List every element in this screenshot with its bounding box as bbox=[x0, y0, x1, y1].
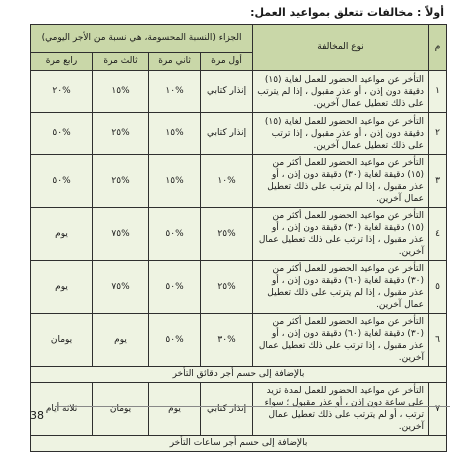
row-number: ٧ bbox=[429, 383, 447, 436]
row-number: ٤ bbox=[429, 208, 447, 261]
penalty-first: %٢٥ bbox=[201, 261, 253, 314]
table-row bbox=[31, 383, 447, 436]
footer-divider bbox=[55, 406, 450, 407]
penalty-fourth: يوم bbox=[31, 208, 93, 261]
header-fourth-time: رابع مرة bbox=[31, 53, 93, 71]
header-first-time: أول مرة bbox=[201, 53, 253, 71]
violation-description: التأخر عن مواعيد الحضور للعمل لغاية (١٥) دقيقة دون إذن ، أو عذر مقبول ، إذا لم يترتب على ذلك تعطيل عمال آخرين. bbox=[253, 71, 429, 113]
penalty-first: إنذار كتابي bbox=[201, 113, 253, 155]
header-violation-type: نوع المخالفة bbox=[253, 25, 429, 71]
header-penalty-group: الجزاء (النسبة المحسومة، هي نسبة من الأجر اليومي) bbox=[31, 25, 253, 53]
page-number: 38 bbox=[30, 409, 44, 422]
penalties-table bbox=[30, 24, 447, 452]
penalty-fourth: %٢٠ bbox=[31, 71, 93, 113]
violation-description: التأخر عن مواعيد الحضور للعمل أكثر من (١٥) دقيقة لغاية (٣٠) دقيقة دون إذن ، أو عذر مقبول ، إذا ترتب على ذلك تعطيل عمال آخرين. bbox=[253, 208, 429, 261]
violation-description: التأخر عن مواعيد الحضور للعمل أكثر من (٣٠) دقيقة لغاية (٦٠) دقيقة دون إذن ، أو عذر مقبول ، إذا ترتب على ذلك تعطيل عمال آخرين. bbox=[253, 314, 429, 367]
penalty-fourth: يومان bbox=[31, 314, 93, 367]
table-row bbox=[31, 261, 447, 314]
penalty-second: %٥٠ bbox=[149, 314, 201, 367]
penalty-second: %٥٠ bbox=[149, 261, 201, 314]
violation-description: التأخر عن مواعيد الحضور للعمل أكثر من (١٥) دقيقة لغاية (٣٠) دقيقة دون إذن ، أو عذر مقبول ، إذا لم يترتب على ذلك تعطيل عمال آخرين. bbox=[253, 155, 429, 208]
header-second-time: ثاني مرة bbox=[149, 53, 201, 71]
note-late-hours: بالإضافة إلى حسم أجر ساعات التأخر bbox=[31, 436, 447, 452]
penalty-fourth: ثلاثة أيام bbox=[31, 383, 93, 436]
penalty-third: يوم bbox=[93, 314, 149, 367]
table-row bbox=[31, 155, 447, 208]
penalty-second: %٥٠ bbox=[149, 208, 201, 261]
penalty-second: %١٥ bbox=[149, 113, 201, 155]
penalty-third: %٧٥ bbox=[93, 208, 149, 261]
penalty-third: %٧٥ bbox=[93, 261, 149, 314]
penalty-first: إنذار كتابي bbox=[201, 383, 253, 436]
penalty-fourth: يوم bbox=[31, 261, 93, 314]
header-third-time: ثالث مرة bbox=[93, 53, 149, 71]
penalty-first: %٣٠ bbox=[201, 314, 253, 367]
penalty-third: %١٥ bbox=[93, 71, 149, 113]
table-row bbox=[31, 71, 447, 113]
row-number: ٥ bbox=[429, 261, 447, 314]
penalty-first: %٢٥ bbox=[201, 208, 253, 261]
penalty-fourth: %٥٠ bbox=[31, 113, 93, 155]
row-number: ٦ bbox=[429, 314, 447, 367]
penalty-second: %١٠ bbox=[149, 71, 201, 113]
violation-description: التأخر عن مواعيد الحضور للعمل لمدة تزيد على ساعة دون إذن ، أو عذر مقبول ؛ سواء ترتب ، أو لم يترتب على ذلك تعطيل عمال آخرين. bbox=[253, 383, 429, 436]
penalty-second: %١٥ bbox=[149, 155, 201, 208]
penalty-first: إنذار كتابي bbox=[201, 71, 253, 113]
header-num: م bbox=[429, 25, 447, 71]
penalty-third: %٢٥ bbox=[93, 113, 149, 155]
violation-description: التأخر عن مواعيد الحضور للعمل لغاية (١٥) دقيقة دون إذن ، أو عذر مقبول ، إذا ترتب على ذلك تعطيل عمال آخرين. bbox=[253, 113, 429, 155]
row-number: ١ bbox=[429, 71, 447, 113]
penalty-fourth: %٥٠ bbox=[31, 155, 93, 208]
penalty-first: %١٠ bbox=[201, 155, 253, 208]
table-row bbox=[31, 113, 447, 155]
penalty-second: يوم bbox=[149, 383, 201, 436]
penalty-third: %٢٥ bbox=[93, 155, 149, 208]
row-number: ٢ bbox=[429, 113, 447, 155]
table-row bbox=[31, 314, 447, 367]
row-number: ٣ bbox=[429, 155, 447, 208]
violation-description: التأخر عن مواعيد الحضور للعمل أكثر من (٣٠) دقيقة لغاية (٦٠) دقيقة دون إذن ، أو عذر مقبول ، إذا لم يترتب على ذلك تعطيل عمال آخرين. bbox=[253, 261, 429, 314]
section-heading: أولاً : مخالفات تتعلق بمواعيد العمل: bbox=[250, 6, 444, 19]
note-late-minutes: بالإضافة إلى حسم أجر دقائق التأخر bbox=[31, 367, 447, 383]
penalty-third: يومان bbox=[93, 383, 149, 436]
table-row bbox=[31, 208, 447, 261]
